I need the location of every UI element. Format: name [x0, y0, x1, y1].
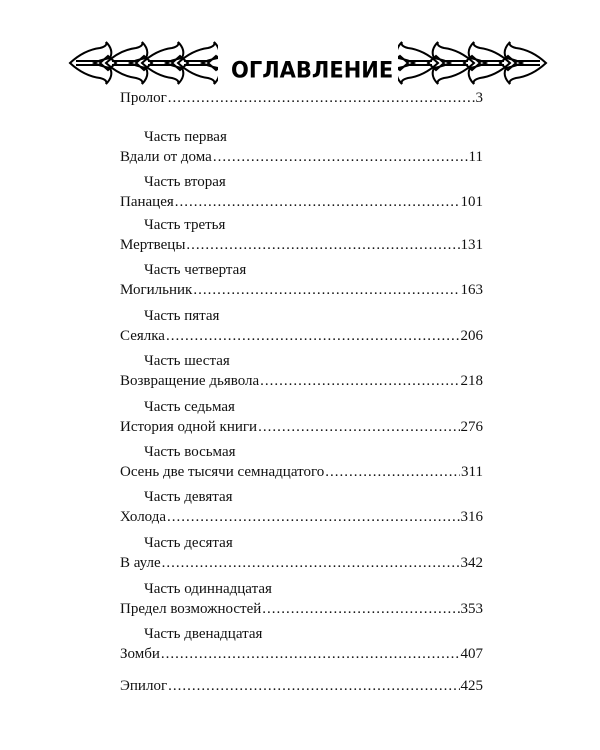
entry-title: Зомби [120, 646, 160, 662]
entry-page: 218 [460, 373, 483, 389]
entry-title: Эпилог [120, 678, 168, 694]
leader-dots [168, 89, 475, 107]
toc-entry[interactable] [120, 193, 483, 211]
entry-page: 276 [460, 419, 483, 435]
entry-page: 311 [461, 464, 483, 480]
part-label: Часть вторая [144, 174, 226, 190]
toc-entry[interactable] [120, 600, 483, 618]
part-label: Часть шестая [144, 353, 230, 369]
entry-page: 101 [460, 194, 483, 210]
entry-page: 425 [460, 678, 483, 694]
entry-page: 316 [460, 509, 483, 525]
entry-page: 353 [460, 601, 483, 617]
part-label: Часть третья [144, 217, 226, 233]
toc-entry[interactable] [120, 508, 483, 526]
leader-dots [258, 418, 459, 436]
leader-dots [162, 554, 460, 572]
leader-dots [167, 508, 459, 526]
leader-dots [186, 236, 459, 254]
toc-entry-epilogue[interactable] [120, 677, 483, 695]
entry-title: Сеялка [120, 328, 165, 344]
part-label: Часть восьмая [144, 444, 236, 460]
entry-page: 206 [460, 328, 483, 344]
part-label: Часть десятая [144, 535, 233, 551]
entry-page: 11 [468, 149, 483, 165]
ornament-left-icon [68, 40, 218, 86]
entry-title: Холода [120, 509, 167, 525]
entry-page: 407 [460, 646, 483, 662]
toc-entry-prologue[interactable] [120, 89, 483, 107]
toc-entry[interactable] [120, 236, 483, 254]
entry-page: 342 [460, 555, 483, 571]
entry-page: 131 [460, 237, 483, 253]
part-label: Часть девятая [144, 489, 233, 505]
toc-entry[interactable] [120, 281, 483, 299]
entry-title: Могильник [120, 282, 193, 298]
entry-title: Мертвецы [120, 237, 186, 253]
entry-title: В ауле [120, 555, 161, 571]
leader-dots [262, 600, 459, 618]
part-label: Часть первая [144, 129, 227, 145]
toc-entry[interactable] [120, 372, 483, 390]
leader-dots [175, 193, 460, 211]
toc-entry[interactable] [120, 645, 483, 663]
entry-title: История одной книги [120, 419, 258, 435]
leader-dots [166, 327, 460, 345]
leader-dots [193, 281, 459, 299]
ornament-right-icon [398, 40, 548, 86]
leader-dots [213, 148, 468, 166]
toc-entry[interactable] [120, 148, 483, 166]
toc-entry[interactable] [120, 463, 483, 481]
entry-title: Вдали от дома [120, 149, 212, 165]
leader-dots [325, 463, 460, 481]
part-label: Часть четвертая [144, 262, 247, 278]
toc-entry[interactable] [120, 418, 483, 436]
entry-title: Предел возможностей [120, 601, 262, 617]
entry-page: 163 [460, 282, 483, 298]
entry-title: Осень две тысячи семнадцатого [120, 464, 325, 480]
toc-entry[interactable] [120, 554, 483, 572]
entry-title: Пролог [120, 90, 167, 106]
page-title: ОГЛАВЛЕНИЕ [231, 57, 394, 83]
part-label: Часть седьмая [144, 399, 235, 415]
part-label: Часть пятая [144, 308, 220, 324]
leader-dots [161, 645, 460, 663]
leader-dots [168, 677, 459, 695]
entry-title: Панацея [120, 194, 174, 210]
part-label: Часть одиннадцатая [144, 581, 272, 597]
toc-entry[interactable] [120, 327, 483, 345]
entry-title: Возвращение дьявола [120, 373, 260, 389]
entry-page: 3 [475, 90, 483, 106]
leader-dots [260, 372, 459, 390]
part-label: Часть двенадцатая [144, 626, 263, 642]
